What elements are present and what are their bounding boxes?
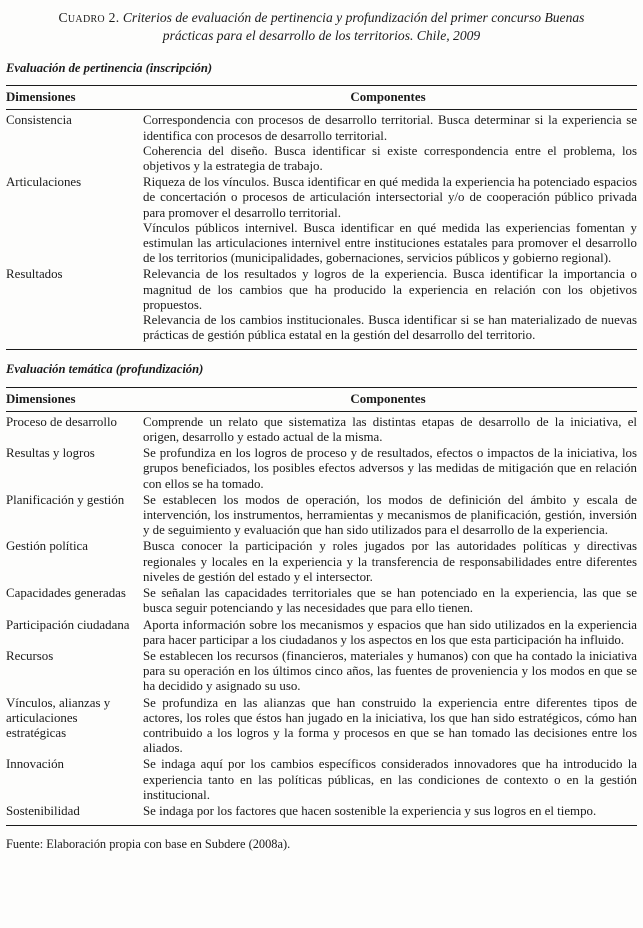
table-caption xyxy=(34,9,609,45)
section-heading-pertinencia: Evaluación de pertinencia (inscripción) xyxy=(6,61,213,75)
component-paragraph: Vínculos públicos internivel. Busca identificar en qué medida las experiencias fomentan y estimulan las articulaciones internivel entre instituciones estatales para promover el desarrollo de los territorios (municipalidades, gobernaciones, servicios públicos y gobierno regional). xyxy=(143,220,637,266)
dimension-cell: Resultas y logros xyxy=(6,446,95,461)
caption-text: Criterios de evaluación de pertinencia y profundización del primer concurso Buenas prácticas para el desarrollo de los territorios. Chile, 2009 xyxy=(122,10,585,43)
dimension-cell: Participación ciudadana xyxy=(6,617,130,632)
dimension-cell: Recursos xyxy=(6,648,54,663)
component-paragraph: Se establecen los modos de operación, los modos de definición del ámbito y escala de intervención, los instrumentos, herramientas y mecanismos de planificación, gestión, inversión y de seguimiento y evaluación que han sido utilizados para el desarrollo de la experiencia. xyxy=(143,492,637,538)
column-header-componentes: Componentes xyxy=(350,90,426,105)
dimension-cell: Sostenibilidad xyxy=(6,803,80,818)
dimension-cell: Gestión política xyxy=(6,539,88,554)
table-header-row xyxy=(6,388,637,412)
table-body xyxy=(6,412,637,825)
component-paragraph: Coherencia del diseño. Busca identificar si existe correspondencia entre el problema, los objetivos y la estrategia de trabajo. xyxy=(143,143,637,174)
components-cell xyxy=(143,446,637,492)
component-paragraph: Riqueza de los vínculos. Busca identificar en qué medida la experiencia ha potenciado espacios de concertación o procesos de articulación intersectorial y/o de cooperación público privada para promover el desarrollo territorial. xyxy=(143,175,637,220)
table-row xyxy=(6,804,637,819)
table-row xyxy=(6,649,637,695)
caption-label: Cuadro 2. xyxy=(58,10,120,25)
component-paragraph: Aporta información sobre los mecanismos y espacios que han sido utilizados en la experiencia para hacer participar a los ciudadanos y los aspectos en los que esta participación ha influido. xyxy=(143,617,637,647)
table-row xyxy=(6,175,637,266)
table-body xyxy=(6,110,637,349)
table-row xyxy=(6,618,637,648)
dimension-cell: Planificación y gestión xyxy=(6,492,125,507)
dimension-cell: Proceso de desarrollo xyxy=(6,414,117,429)
table-row xyxy=(6,696,637,757)
dimension-cell: Innovación xyxy=(6,757,64,772)
dimension-cell: Consistencia xyxy=(6,113,72,128)
components-cell xyxy=(143,804,637,819)
table-row xyxy=(6,493,637,539)
components-cell xyxy=(143,113,637,174)
component-paragraph: Se profundiza en las alianzas que han construido la experiencia entre diferentes tipos de actores, los roles que éstos han jugado en la iniciativa, los que han sido estratégicos, cómo han contribuido a los logros y la forma y procesos en que se han tomado las decisiones entre los aliados. xyxy=(143,695,637,756)
table-row xyxy=(6,586,637,616)
table-tematica xyxy=(6,387,637,826)
table-row xyxy=(6,446,637,492)
component-paragraph: Se señalan las capacidades territoriales que se han potenciado en la experiencia, las que se busca seguir potenciando y las necesidades que para ello tienen. xyxy=(143,586,637,616)
component-paragraph: Se indaga por los factores que hacen sostenible la experiencia y sus logros en el tiempo. xyxy=(143,803,597,818)
components-cell xyxy=(143,586,637,616)
dimension-cell: Capacidades generadas xyxy=(6,586,126,601)
components-cell xyxy=(143,649,637,695)
component-paragraph: Se profundiza en los logros de proceso y de resultados, efectos o impactos de la iniciativa, los grupos beneficiados, los posibles efectos adversos y las medidas de mitigación que en relación con ellos se ha tomado. xyxy=(143,446,637,491)
components-cell xyxy=(143,267,637,343)
table-header-row xyxy=(6,86,637,110)
component-paragraph: Busca conocer la participación y roles jugados por las autoridades políticas y directivas regionales y locales en la experiencia y la transferencia de responsabilidades entre diferentes niveles de gestión del estado y el intersector. xyxy=(143,539,637,584)
table-row xyxy=(6,539,637,585)
source-note: Fuente: Elaboración propia con base en Subdere (2008a). xyxy=(6,837,291,852)
components-cell xyxy=(143,539,637,585)
table-row xyxy=(6,415,637,445)
components-cell xyxy=(143,415,637,445)
dimension-cell: Articulaciones xyxy=(6,175,82,190)
components-cell xyxy=(143,618,637,648)
dimension-cell: Resultados xyxy=(6,267,63,282)
column-header-componentes: Componentes xyxy=(350,391,426,406)
section-heading-tematica: Evaluación temática (profundización) xyxy=(6,362,204,377)
components-cell xyxy=(143,175,637,266)
component-paragraph: Se indaga aquí por los cambios específicos considerados innovadores que ha introducido la experiencia tanto en las políticas públicas, en las condiciones de contexto o en la gestión institucional. xyxy=(143,757,637,802)
component-paragraph: Se establecen los recursos (financieros, materiales y humanos) con que ha contado la iniciativa para su operación en los últimos cinco años, las fuentes de proveniencia y los modos en que se ha decidido y asignado su uso. xyxy=(143,648,637,694)
component-paragraph: Relevancia de los cambios institucionales. Busca identificar si se han materializado de nuevas prácticas de gestión pública estatal en la gestión del desarrollo del territorio. xyxy=(143,313,637,343)
column-header-dimensiones: Dimensiones xyxy=(6,391,76,406)
table-row xyxy=(6,757,637,803)
component-paragraph: Correspondencia con procesos de desarrollo territorial. Busca determinar si la experiencia se identifica con procesos de desarrollo territorial. xyxy=(143,113,637,143)
components-cell xyxy=(143,757,637,803)
components-cell xyxy=(143,696,637,757)
table-row xyxy=(6,267,637,343)
column-header-dimensiones: Dimensiones xyxy=(6,90,76,105)
component-paragraph: Relevancia de los resultados y logros de la experiencia. Busca identificar la importancia o magnitud de los cambios que ha producido la experiencia en relación con los objetivos propuestos. xyxy=(143,267,637,312)
components-cell xyxy=(143,493,637,539)
table-pertinencia xyxy=(6,85,637,350)
component-paragraph: Comprende un relato que sistematiza las distintas etapas de desarrollo de la iniciativa, el origen, desarrollo y estado actual de la misma. xyxy=(143,414,637,445)
dimension-cell: Vínculos, alianzas y articulaciones estratégicas xyxy=(6,695,111,740)
table-row xyxy=(6,113,637,174)
